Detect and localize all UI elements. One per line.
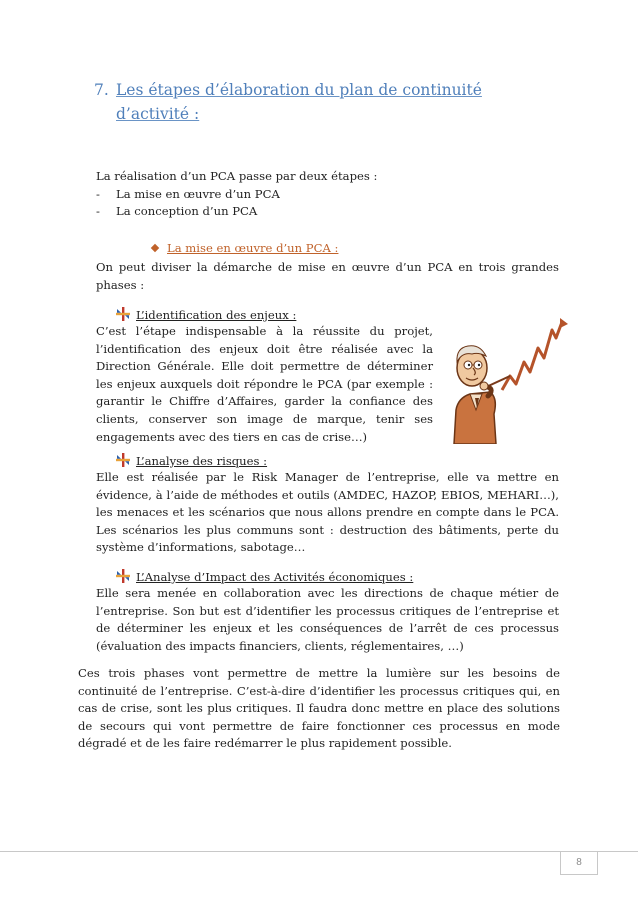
- list-item: [96, 186, 556, 204]
- phase-title-text: L’Analyse d’Impact des Activités économiques :: [136, 570, 414, 584]
- list-item: [96, 203, 556, 221]
- intro-lead: La réalisation d’un PCA passe par deux étapes :: [96, 169, 378, 183]
- subsection-title: [152, 240, 338, 258]
- heading-title-line2: d’activité :: [116, 105, 200, 123]
- heading-number: 7.: [94, 81, 109, 99]
- subsection-title-text: La mise en œuvre d’un PCA :: [167, 241, 339, 255]
- phase-title: [116, 305, 296, 325]
- section-heading: [94, 78, 524, 126]
- arrow-bullet-icon: [116, 453, 130, 467]
- presenter-chart-illustration: [444, 318, 570, 444]
- dash-marker: -: [96, 204, 100, 219]
- phase-title-text: L’identification des enjeux :: [136, 308, 297, 322]
- heading-title-line1: Les étapes d’élaboration du plan de continuité: [116, 81, 482, 99]
- phase-title-text: L’analyse des risques :: [136, 454, 268, 468]
- phase-text: C’est l’étape indispensable à la réussite du projet, l’identification des enjeux doit être réalisée avec la Direction Générale. Elle doit permettre de déterminer les enjeux auxquels doit répondre le PCA (par exemple : garantir le Chiffre d’Affaires, garder la confiance des clients, conserver son image de marque, tenir ses engagements avec des tiers en cas de crise…): [96, 324, 433, 444]
- list-item-text: La mise en œuvre d’un PCA: [116, 186, 280, 201]
- conclusion-paragraph: Ces trois phases vont permettre de mettre la lumière sur les besoins de continuité de l’entreprise. C’est-à-dire d’identifier les processus critiques qui, en cas de crise, sont les plus critiques. Il faudra donc mettre en place des solutions de secours qui vont permettre de faire fonctionner ces processus en mode dégradé et de les faire redémarrer le plus rapidement possible.: [78, 666, 560, 751]
- list-item-text: La conception d’un PCA: [116, 204, 258, 219]
- phase-text: Elle sera menée en collaboration avec les directions de chaque métier de l’entreprise. Son but est d’identifier les processus critiques de l’entreprise et de déterminer les enjeux et les conséquences de l’arrêt de ces processus (évaluation des impacts financiers, clients, réglementaires, …): [96, 586, 559, 653]
- subsection-description: On peut diviser la démarche de mise en œuvre d’un PCA en trois grandes phases :: [96, 260, 559, 292]
- footer-divider: [0, 851, 638, 852]
- arrow-bullet-icon: [116, 307, 130, 321]
- page-number: 8: [560, 852, 598, 875]
- arrow-bullet-icon: [116, 569, 130, 583]
- intro-block: [96, 168, 556, 221]
- diamond-icon: [151, 244, 159, 252]
- phase-title: [116, 567, 413, 587]
- phase-text: Elle est réalisée par le Risk Manager de l’entreprise, elle va mettre en évidence, à l’aide de méthodes et outils (AMDEC, HAZOP, EBIOS, MEHARI…), les menaces et les scénarios que nous allons prendre en compte dans le PCA. Les scénarios les plus communs sont : destruction des bâtiments, perte du système d’informations, sabotage…: [96, 470, 559, 555]
- dash-marker: -: [96, 186, 100, 201]
- phase-title: [116, 451, 267, 471]
